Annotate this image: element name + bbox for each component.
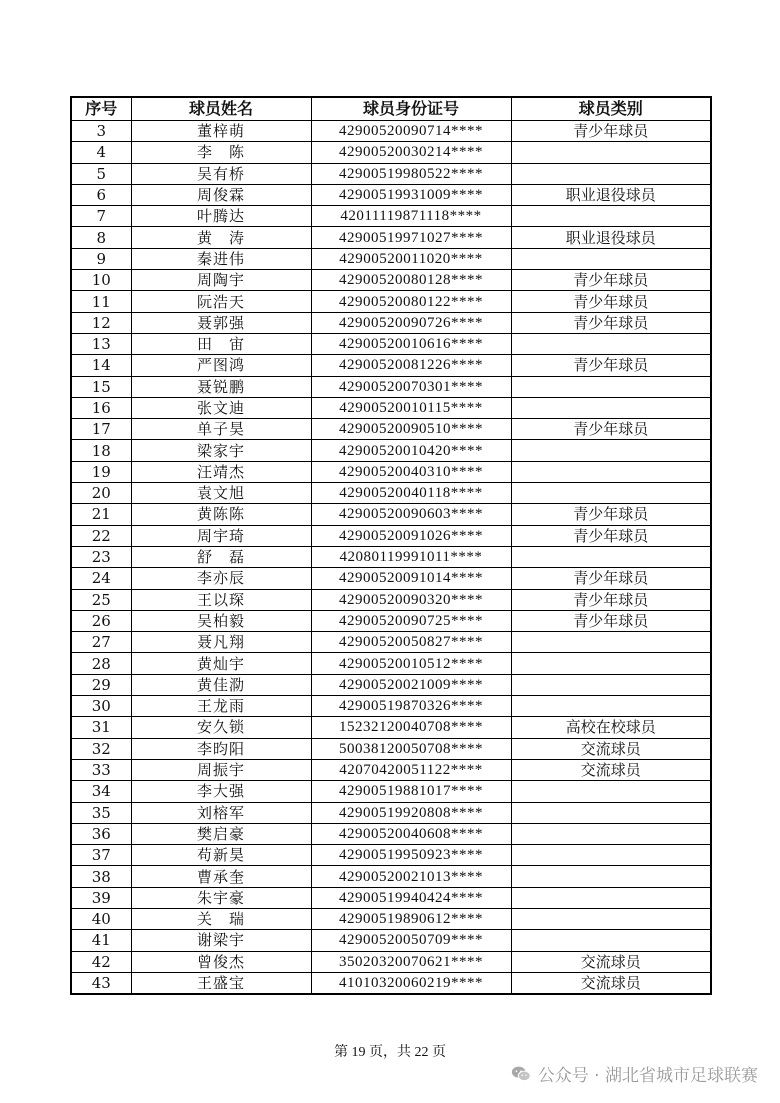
player-name: 谢梁宇: [131, 930, 311, 951]
row-number: 15: [71, 376, 131, 397]
player-name: 王以琛: [131, 589, 311, 610]
row-number: 34: [71, 781, 131, 802]
player-name: 刘榕军: [131, 802, 311, 823]
player-name: 梁家宇: [131, 440, 311, 461]
player-category: [511, 908, 711, 929]
table-row: [71, 121, 711, 142]
player-name: 关 瑞: [131, 908, 311, 929]
player-id-number: 42900519980522****: [311, 163, 511, 184]
player-roster-table: [70, 96, 712, 995]
table-row: [71, 270, 711, 291]
player-name: 田 宙: [131, 333, 311, 354]
table-row: [71, 738, 711, 759]
row-number: 7: [71, 206, 131, 227]
player-id-number: 42900520090603****: [311, 504, 511, 525]
player-category: [511, 866, 711, 887]
player-name: 李亦辰: [131, 568, 311, 589]
table-row: [71, 930, 711, 951]
table-body: [71, 121, 711, 995]
table-row: [71, 717, 711, 738]
player-category: 职业退役球员: [511, 184, 711, 205]
row-number: 6: [71, 184, 131, 205]
player-id-number: 42070420051122****: [311, 759, 511, 780]
table-row: [71, 802, 711, 823]
row-number: 36: [71, 823, 131, 844]
player-id-number: 42900520021013****: [311, 866, 511, 887]
player-name: 李大强: [131, 781, 311, 802]
player-id-number: 42900520050709****: [311, 930, 511, 951]
player-category: 青少年球员: [511, 355, 711, 376]
player-id-number: 42900520090714****: [311, 121, 511, 142]
player-name: 周俊霖: [131, 184, 311, 205]
player-category: [511, 248, 711, 269]
player-name: 黄灿宇: [131, 653, 311, 674]
row-number: 35: [71, 802, 131, 823]
row-number: 11: [71, 291, 131, 312]
table-row: [71, 248, 711, 269]
row-number: 29: [71, 674, 131, 695]
table-row: [71, 781, 711, 802]
row-number: 17: [71, 419, 131, 440]
row-number: 13: [71, 333, 131, 354]
player-name: 黄 涛: [131, 227, 311, 248]
row-number: 30: [71, 696, 131, 717]
player-name: 王盛宝: [131, 972, 311, 994]
player-category: 青少年球员: [511, 610, 711, 631]
player-category: 青少年球员: [511, 312, 711, 333]
row-number: 38: [71, 866, 131, 887]
player-id-number: 50038120050708****: [311, 738, 511, 759]
player-name: 朱宇豪: [131, 887, 311, 908]
table-row: [71, 866, 711, 887]
table-row: [71, 227, 711, 248]
player-id-number: 42080119991011****: [311, 546, 511, 567]
player-category: [511, 333, 711, 354]
row-number: 28: [71, 653, 131, 674]
table-row: [71, 546, 711, 567]
player-category: [511, 461, 711, 482]
player-name: 袁文旭: [131, 483, 311, 504]
header-number: 序号: [71, 97, 131, 121]
player-id-number: 42900520010512****: [311, 653, 511, 674]
player-category: [511, 930, 711, 951]
player-category: [511, 887, 711, 908]
row-number: 4: [71, 142, 131, 163]
row-number: 31: [71, 717, 131, 738]
player-category: [511, 823, 711, 844]
player-name: 严图鸿: [131, 355, 311, 376]
player-name: 苟新昊: [131, 845, 311, 866]
table-row: [71, 525, 711, 546]
player-category: [511, 653, 711, 674]
player-category: [511, 632, 711, 653]
row-number: 3: [71, 121, 131, 142]
table-header-row: [71, 97, 711, 121]
player-id-number: 42900520080128****: [311, 270, 511, 291]
row-number: 27: [71, 632, 131, 653]
player-category: [511, 546, 711, 567]
player-name: 汪靖杰: [131, 461, 311, 482]
header-player-category: 球员类别: [511, 97, 711, 121]
header-id-number: 球员身份证号: [311, 97, 511, 121]
player-id-number: 42900519920808****: [311, 802, 511, 823]
player-name: 樊启豪: [131, 823, 311, 844]
player-id-number: 42900520040310****: [311, 461, 511, 482]
row-number: 26: [71, 610, 131, 631]
player-id-number: 42900520090725****: [311, 610, 511, 631]
row-number: 24: [71, 568, 131, 589]
row-number: 37: [71, 845, 131, 866]
player-name: 董梓萌: [131, 121, 311, 142]
player-category: [511, 802, 711, 823]
player-id-number: 42900520090726****: [311, 312, 511, 333]
player-name: 黄佳泐: [131, 674, 311, 695]
player-name: 聂凡翔: [131, 632, 311, 653]
player-id-number: 42900520010115****: [311, 397, 511, 418]
row-number: 25: [71, 589, 131, 610]
player-id-number: 42011119871118****: [311, 206, 511, 227]
player-id-number: 42900520091026****: [311, 525, 511, 546]
player-category: [511, 376, 711, 397]
table-row: [71, 908, 711, 929]
player-id-number: 42900520040608****: [311, 823, 511, 844]
player-category: 职业退役球员: [511, 227, 711, 248]
table-row: [71, 397, 711, 418]
wechat-icon: [510, 1063, 532, 1085]
player-name: 周陶宇: [131, 270, 311, 291]
player-category: 高校在校球员: [511, 717, 711, 738]
player-name: 张文迪: [131, 397, 311, 418]
table-row: [71, 568, 711, 589]
table-row: [71, 653, 711, 674]
player-category: [511, 696, 711, 717]
player-category: [511, 483, 711, 504]
table-row: [71, 759, 711, 780]
player-id-number: 42900519971027****: [311, 227, 511, 248]
table-row: [71, 440, 711, 461]
player-id-number: 42900519931009****: [311, 184, 511, 205]
player-name: 安久锁: [131, 717, 311, 738]
table-row: [71, 142, 711, 163]
table-row: [71, 419, 711, 440]
player-id-number: 42900519940424****: [311, 887, 511, 908]
row-number: 23: [71, 546, 131, 567]
row-number: 33: [71, 759, 131, 780]
row-number: 18: [71, 440, 131, 461]
player-id-number: 15232120040708****: [311, 717, 511, 738]
player-name: 聂郭强: [131, 312, 311, 333]
row-number: 20: [71, 483, 131, 504]
player-category: 交流球员: [511, 951, 711, 972]
player-category: 青少年球员: [511, 504, 711, 525]
player-name: 秦进伟: [131, 248, 311, 269]
player-id-number: 42900519950923****: [311, 845, 511, 866]
player-category: 青少年球员: [511, 589, 711, 610]
player-id-number: 42900520011020****: [311, 248, 511, 269]
player-id-number: 42900520091014****: [311, 568, 511, 589]
player-name: 吴柏毅: [131, 610, 311, 631]
row-number: 21: [71, 504, 131, 525]
row-number: 19: [71, 461, 131, 482]
player-name: 周宇琦: [131, 525, 311, 546]
player-id-number: 42900520070301****: [311, 376, 511, 397]
player-id-number: 42900519890612****: [311, 908, 511, 929]
row-number: 5: [71, 163, 131, 184]
player-id-number: 42900520090510****: [311, 419, 511, 440]
player-category: 青少年球员: [511, 270, 711, 291]
player-category: [511, 440, 711, 461]
player-category: [511, 674, 711, 695]
player-category: [511, 397, 711, 418]
row-number: 41: [71, 930, 131, 951]
table-row: [71, 674, 711, 695]
player-category: 交流球员: [511, 972, 711, 994]
table-row: [71, 376, 711, 397]
player-id-number: 42900520080122****: [311, 291, 511, 312]
player-id-number: 42900520050827****: [311, 632, 511, 653]
row-number: 10: [71, 270, 131, 291]
player-name: 李 陈: [131, 142, 311, 163]
player-id-number: 42900519881017****: [311, 781, 511, 802]
watermark-text: 公众号 · 湖北省城市足球联赛: [537, 1066, 758, 1086]
row-number: 39: [71, 887, 131, 908]
player-name: 周振宇: [131, 759, 311, 780]
table-row: [71, 610, 711, 631]
row-number: 22: [71, 525, 131, 546]
table-row: [71, 163, 711, 184]
table-row: [71, 972, 711, 994]
player-name: 单子昊: [131, 419, 311, 440]
row-number: 9: [71, 248, 131, 269]
player-category: [511, 845, 711, 866]
player-name: 阮浩天: [131, 291, 311, 312]
player-name: 曹承奎: [131, 866, 311, 887]
table-row: [71, 461, 711, 482]
player-id-number: 35020320070621****: [311, 951, 511, 972]
table-row: [71, 951, 711, 972]
watermark: [510, 1061, 758, 1086]
row-number: 14: [71, 355, 131, 376]
row-number: 32: [71, 738, 131, 759]
table-row: [71, 589, 711, 610]
player-category: 青少年球员: [511, 568, 711, 589]
table-row: [71, 184, 711, 205]
table-row: [71, 312, 711, 333]
player-category: 青少年球员: [511, 525, 711, 546]
player-id-number: 42900520081226****: [311, 355, 511, 376]
player-name: 李昀阳: [131, 738, 311, 759]
table-row: [71, 483, 711, 504]
table-row: [71, 845, 711, 866]
player-name: 叶腾达: [131, 206, 311, 227]
row-number: 8: [71, 227, 131, 248]
player-name: 黄陈陈: [131, 504, 311, 525]
player-category: 青少年球员: [511, 121, 711, 142]
row-number: 42: [71, 951, 131, 972]
player-id-number: 42900520040118****: [311, 483, 511, 504]
table-row: [71, 291, 711, 312]
player-category: 交流球员: [511, 759, 711, 780]
player-name: 王龙雨: [131, 696, 311, 717]
player-id-number: 42900520090320****: [311, 589, 511, 610]
player-id-number: 42900520030214****: [311, 142, 511, 163]
table-row: [71, 333, 711, 354]
player-category: 青少年球员: [511, 419, 711, 440]
row-number: 12: [71, 312, 131, 333]
player-category: [511, 163, 711, 184]
player-id-number: 42900520021009****: [311, 674, 511, 695]
table-row: [71, 355, 711, 376]
player-category: 交流球员: [511, 738, 711, 759]
header-player-name: 球员姓名: [131, 97, 311, 121]
player-name: 吴有桥: [131, 163, 311, 184]
table-row: [71, 823, 711, 844]
page-number: 第 19 页，共 22 页: [334, 1045, 446, 1060]
player-name: 舒 磊: [131, 546, 311, 567]
player-category: [511, 142, 711, 163]
player-id-number: 42900519870326****: [311, 696, 511, 717]
player-category: [511, 206, 711, 227]
row-number: 40: [71, 908, 131, 929]
player-category: 青少年球员: [511, 291, 711, 312]
player-name: 曾俊杰: [131, 951, 311, 972]
table-row: [71, 206, 711, 227]
player-id-number: 42900520010420****: [311, 440, 511, 461]
player-id-number: 41010320060219****: [311, 972, 511, 994]
player-category: [511, 781, 711, 802]
row-number: 16: [71, 397, 131, 418]
table-row: [71, 632, 711, 653]
player-name: 聂锐鹏: [131, 376, 311, 397]
row-number: 43: [71, 972, 131, 994]
table-row: [71, 887, 711, 908]
player-id-number: 42900520010616****: [311, 333, 511, 354]
table-row: [71, 696, 711, 717]
table-row: [71, 504, 711, 525]
